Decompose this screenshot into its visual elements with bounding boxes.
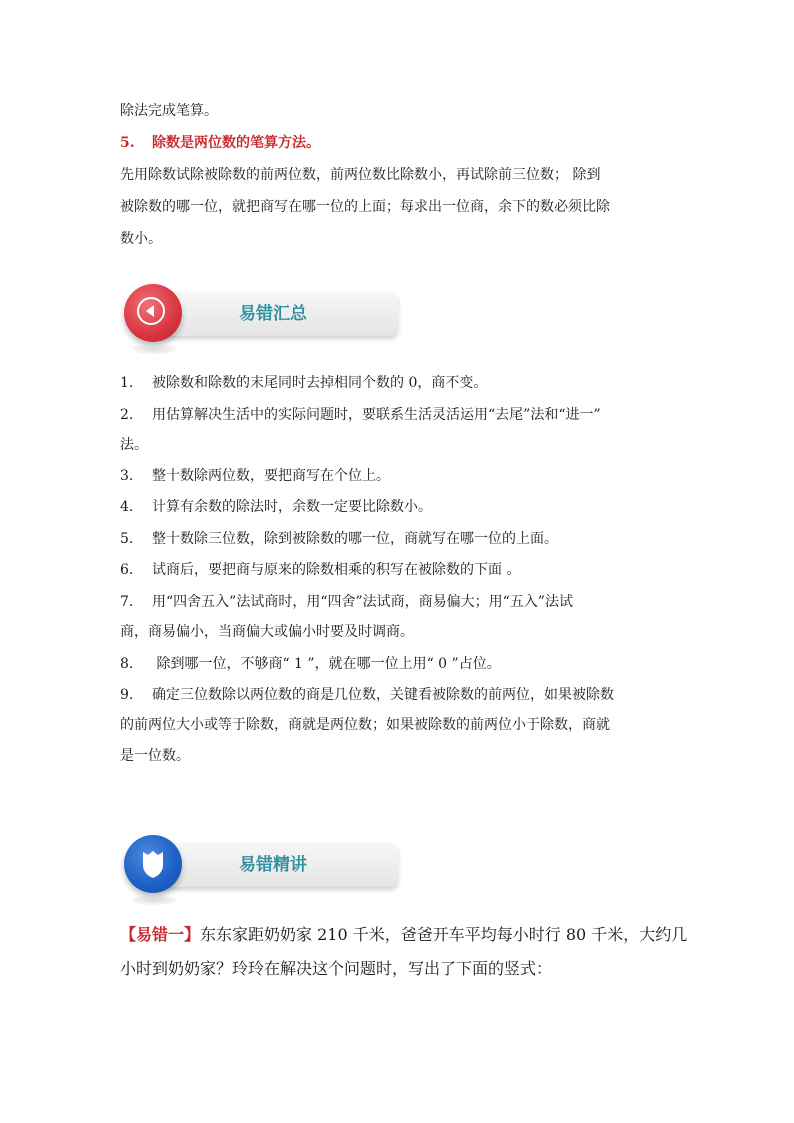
banner-badge — [124, 835, 182, 893]
mistake-item-2 — [120, 405, 601, 425]
mistake-item-4 — [120, 497, 432, 517]
mistake-item-1 — [120, 373, 487, 393]
mistake-item-8 — [120, 654, 501, 674]
mistake-text: 计算有余数的除法时，余数一定要比除数小。 — [152, 499, 432, 515]
mistake-item-7-cont: 商，商易偏小，当商偏大或偏小时要及时调商。 — [120, 624, 414, 640]
mistake-item-7 — [120, 592, 573, 612]
example-1-line-1 — [120, 923, 687, 947]
section-5-line-1: 先用除数试除被除数的前两位数，前两位数比除数小，再试除前三位数； 除到 — [120, 167, 601, 183]
mistake-number: 2. — [120, 407, 134, 423]
mistake-text: 被除数和除数的末尾同时去掉相同个数的 0，商不变。 — [152, 375, 488, 391]
mistake-text: 整十数除三位数，除到被除数的哪一位，商就写在哪一位的上面。 — [152, 531, 558, 547]
mistake-number: 5. — [120, 531, 134, 547]
mistake-item-3 — [120, 466, 390, 486]
mistake-number: 1. — [120, 375, 134, 391]
mistake-text: 试商后，要把商与原来的除数相乘的积写在被除数的下面 。 — [152, 562, 521, 578]
section-5-heading — [120, 133, 320, 153]
example-1-tag: 【易错一】 — [120, 925, 201, 944]
mistake-item-5 — [120, 529, 558, 549]
banner-badge — [124, 284, 182, 342]
mistake-text: 确定三位数除以两位数的商是几位数，关键看被除数的前两位，如果被除数 — [152, 687, 614, 703]
mistake-number: 7. — [120, 594, 134, 610]
section-5-number: 5. — [120, 135, 135, 151]
badge-reflection — [132, 344, 176, 354]
mistake-summary-banner — [118, 284, 400, 346]
banner-title: 易错汇总 — [239, 304, 307, 324]
mistake-item-9-cont-1: 的前两位大小或等于除数，商就是两位数；如果被除数的前两位小于除数，商就 — [120, 717, 610, 733]
badge-reflection — [132, 895, 176, 905]
left-arrow-circle-icon — [137, 297, 165, 325]
mistake-text: 用“四舍五入”法试商时，用“四舍”法试商，商易偏大；用“五入”法试 — [152, 594, 573, 610]
section-5-title: 除数是两位数的笔算方法。 — [152, 135, 320, 151]
shield-icon — [124, 835, 182, 893]
mistake-item-9 — [120, 685, 614, 705]
mistake-number: 3. — [120, 468, 134, 484]
mistake-text: 除到哪一位，不够商“ 1 ”，就在哪一位上用“ 0 ”占位。 — [152, 656, 501, 672]
mistake-explain-banner — [118, 835, 400, 897]
intro-tail-text: 除法完成笔算。 — [120, 103, 218, 119]
mistake-number: 8. — [120, 656, 134, 672]
mistake-item-9-cont-2: 是一位数。 — [120, 748, 190, 764]
mistake-item-6 — [120, 560, 520, 580]
mistake-item-2-cont: 法。 — [120, 437, 148, 453]
example-1-text: 东东家距奶奶家 210 千米，爸爸开车平均每小时行 80 千米，大约几 — [200, 925, 688, 944]
mistake-text: 整十数除两位数，要把商写在个位上。 — [152, 468, 390, 484]
section-5-line-2: 被除数的哪一位，就把商写在哪一位的上面；每求出一位商，余下的数必须比除 — [120, 199, 610, 215]
mistake-number: 9. — [120, 687, 134, 703]
banner-title: 易错精讲 — [239, 855, 307, 875]
section-5-line-3: 数小。 — [120, 231, 162, 247]
mistake-number: 4. — [120, 499, 134, 515]
example-1-line-2: 小时到奶奶家？玲玲在解决这个问题时，写出了下面的竖式： — [120, 959, 553, 978]
mistake-text: 用估算解决生活中的实际问题时，要联系生活灵活运用“去尾”法和“进一” — [152, 407, 601, 423]
mistake-number: 6. — [120, 562, 134, 578]
